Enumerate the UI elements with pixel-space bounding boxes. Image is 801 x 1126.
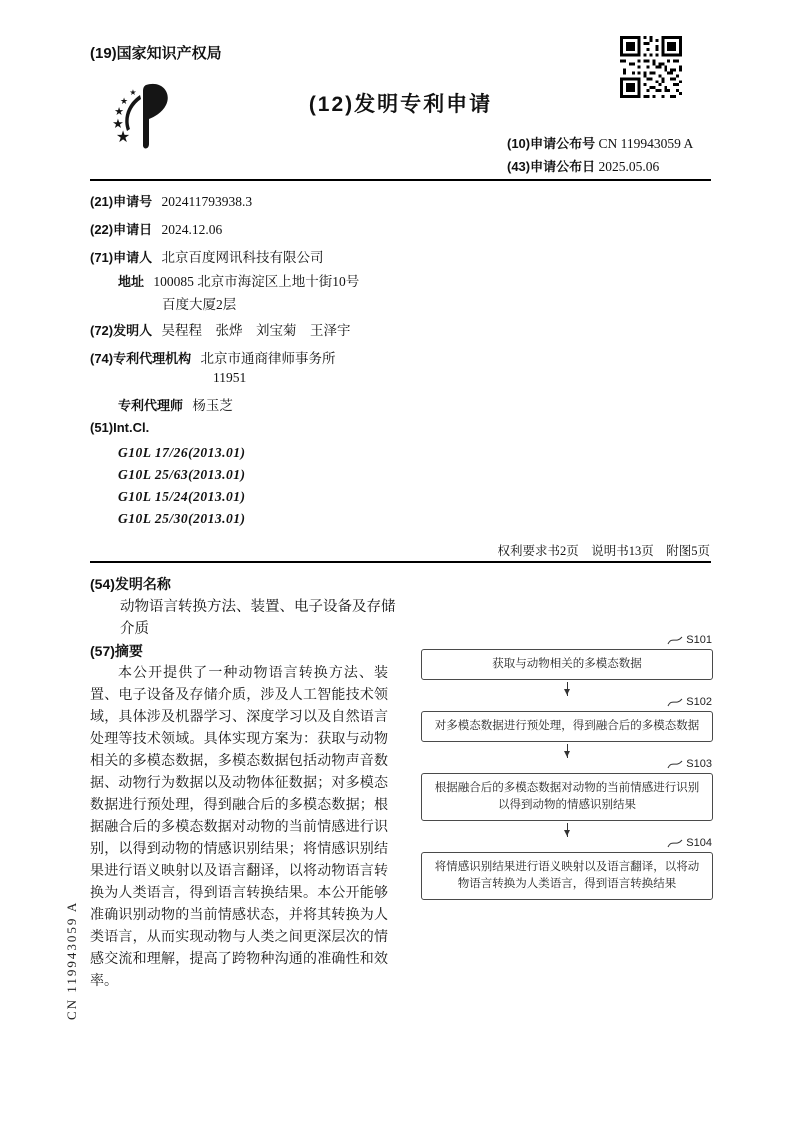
svg-text:★: ★: [115, 129, 131, 146]
step-id: S101: [686, 634, 712, 646]
agency-code-row: [213, 370, 246, 386]
step-connector-curve: [667, 635, 683, 645]
svg-text:★: ★: [112, 116, 124, 131]
step-connector-curve: [667, 697, 683, 707]
application-date-row: [90, 219, 222, 238]
flow-step-2: [421, 696, 713, 758]
step-id: S102: [686, 696, 712, 708]
flow-arrow-down: [567, 682, 568, 696]
document-type-title: (12)发明专利申请: [308, 93, 493, 116]
publication-number-row: [507, 132, 693, 155]
step-id: S104: [686, 837, 712, 849]
step-id: S103: [686, 758, 712, 770]
agency-label: (74)专利代理机构: [90, 351, 192, 366]
intcl-row: [90, 420, 155, 436]
step-connector-curve: [667, 838, 683, 848]
application-number-row: [90, 191, 252, 210]
address-label: 地址: [118, 274, 145, 289]
step-label-s103: [421, 758, 713, 773]
agent-name: 杨玉芝: [192, 398, 233, 413]
inventors-row: [90, 319, 351, 339]
agency-code: 11951: [213, 370, 247, 385]
publication-date: 2025.05.06: [598, 159, 660, 174]
side-publication-number: CN 119943059 A: [64, 900, 79, 1020]
intcl-item: G10L 17/26(2013.01): [118, 445, 246, 460]
address-row: [118, 270, 359, 290]
intcl-label: (51)Int.Cl.: [90, 420, 150, 435]
intcl-item: G10L 25/63(2013.01): [118, 467, 246, 482]
publication-number-label: (10)申请公布号: [507, 136, 596, 151]
agency-row: [90, 347, 336, 367]
agent-row: [118, 394, 233, 414]
flow-step-1: [421, 634, 713, 696]
inventors-names: 吴程程 张烨 刘宝菊 王泽宇: [161, 323, 351, 338]
address-line2: 百度大厦2层: [162, 297, 237, 312]
invention-title: 动物语言转换方法、装置、电子设备及存储介质: [120, 599, 396, 637]
flowchart-figure: [421, 634, 713, 900]
office-name: (19)国家知识产权局: [90, 45, 222, 62]
publication-info: [507, 132, 693, 178]
address-line1: 100085 北京市海淀区上地十街10号: [153, 274, 360, 289]
pages-summary: 权利要求书2页 说明书13页 附图5页: [497, 544, 710, 558]
intcl-item: G10L 25/30(2013.01): [118, 511, 246, 526]
application-number: 202411793938.3: [161, 194, 253, 209]
inventors-label: (72)发明人: [90, 323, 153, 338]
applicant-label: (71)申请人: [90, 250, 153, 265]
application-number-label: (21)申请号: [90, 194, 153, 209]
step-connector-curve: [667, 759, 683, 769]
application-date-label: (22)申请日: [90, 222, 153, 237]
publication-date-row: [507, 155, 693, 178]
step-label-s104: [421, 837, 713, 852]
flow-box: 根据融合后的多模态数据对动物的当前情感进行识别以得到动物的情感识别结果: [421, 773, 713, 821]
agency-name: 北京市通商律师事务所: [200, 351, 336, 366]
publication-number: CN 119943059 A: [598, 136, 694, 151]
abstract-text: 本公开提供了一种动物语言转换方法、装置、电子设备及存储介质，涉及人工智能技术领域，具体涉及机器学习、深度学习以及自然语言处理等技术领域。具体实现方案为：获取与动物相关的多模态数据，多模态数据包括动物声音数据、动物行为数据以及动物体征数据；对多模态数据进行预处理，得到融合后的多模态数据；根据融合后的多模态数据对动物的当前情感进行识别，以得到动物的情感识别结果；将情感识别结果进行语义映射以及语言翻译，以将动物语言转换为人类语言，得到语言转换结果。本公开能够准确识别动物的当前情感状态，并将其转换为人类语言，从而实现动物与人类之间更深层次的情感交流和理解，提高了跨物种沟通的准确性和效率。: [90, 666, 388, 989]
publication-date-label: (43)申请公布日: [507, 159, 596, 174]
flow-step-3: [421, 758, 713, 837]
svg-text:★: ★: [129, 88, 137, 97]
flow-box: 获取与动物相关的多模态数据: [421, 649, 713, 680]
flow-arrow-down: [567, 823, 568, 837]
invention-title-label: (54)发明名称: [90, 576, 171, 592]
applicant-row: [90, 246, 324, 266]
flow-step-4: [421, 837, 713, 900]
step-label-s102: [421, 696, 713, 711]
section-divider: [90, 561, 711, 563]
address-row-2: [162, 293, 236, 313]
flow-box: 对多模态数据进行预处理，得到融合后的多模态数据: [421, 711, 713, 742]
flow-box: 将情感识别结果进行语义映射以及语言翻译，以将动物语言转换为人类语言，得到语言转换结果: [421, 852, 713, 900]
qr-code: [620, 36, 682, 98]
step-label-s101: [421, 634, 713, 649]
header-divider: [90, 179, 711, 181]
applicant-name: 北京百度网讯科技有限公司: [161, 250, 324, 265]
abstract-label: (57)摘要: [90, 643, 143, 659]
svg-text:★: ★: [119, 96, 129, 106]
agent-label: 专利代理师: [118, 398, 184, 413]
intcl-item: G10L 15/24(2013.01): [118, 489, 246, 504]
application-date: 2024.12.06: [161, 222, 223, 237]
flow-arrow-down: [567, 744, 568, 758]
svg-text:★: ★: [114, 106, 124, 118]
